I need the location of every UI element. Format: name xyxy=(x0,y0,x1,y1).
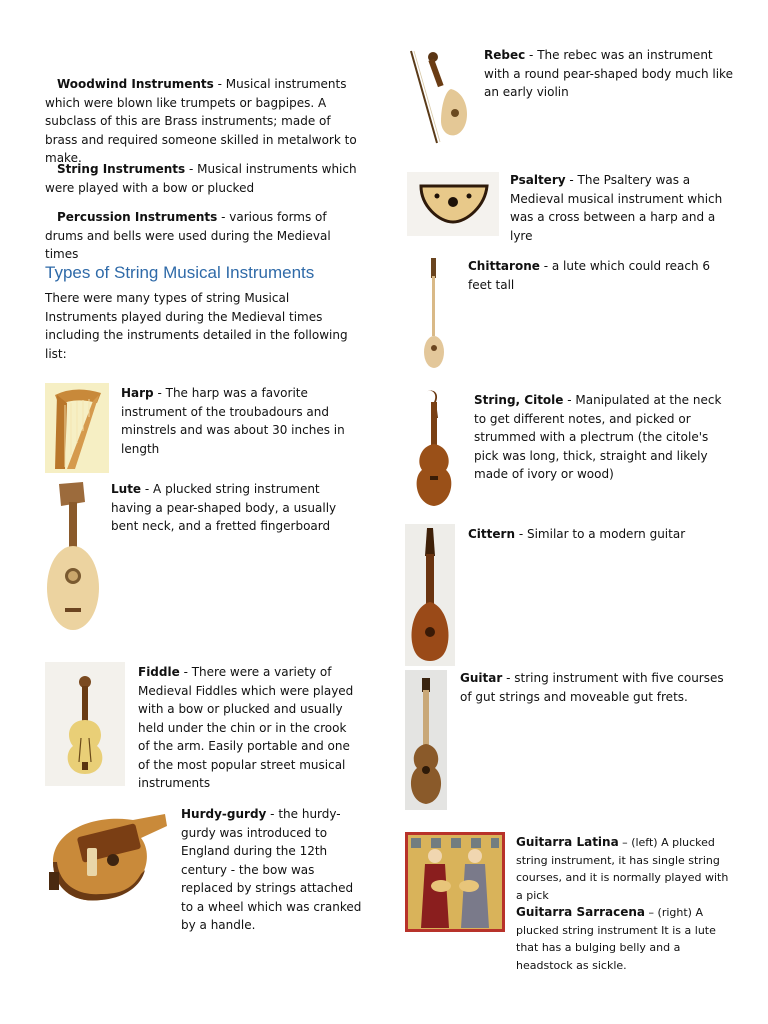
psaltery-image xyxy=(407,172,499,236)
psaltery-entry xyxy=(510,171,725,245)
psaltery-description: The Psaltery was a Medieval musical instrument which was a cross between a harp and a lyre xyxy=(510,173,723,243)
guitarra-sarracena-name: Guitarra Sarracena xyxy=(516,905,646,919)
separator: - xyxy=(563,393,576,407)
chittarone-image xyxy=(418,256,450,370)
lute-name: Lute xyxy=(111,482,142,496)
rebec-image xyxy=(407,45,471,147)
harp-name: Harp xyxy=(121,386,154,400)
fiddle-description: There were a variety of Medieval Fiddles which were played with a bow or plucked and usually held under the chin or in the crook of the arm. Easily portable and one of the most popular street musical instruments xyxy=(138,665,354,790)
guitarra-latina-name: Guitarra Latina xyxy=(516,835,619,849)
woodwind-description: Musical instruments which were blown like trumpets or bagpipes. A subclass of this are Brass instruments; made of brass and required someone skilled in metalwork to make. xyxy=(45,77,357,165)
percussion-paragraph xyxy=(45,208,365,264)
lute-entry xyxy=(111,480,361,536)
separator: – xyxy=(618,836,632,849)
guitarra-sarracena-description: (right) A plucked string instrument It is a lute that has a bulging belly and a headstock as sickle. xyxy=(516,906,716,972)
guitarra-latina-entry xyxy=(516,834,730,904)
harp-description: The harp was a favorite instrument of the troubadours and minstrels and was about 30 inches in length xyxy=(121,386,345,456)
fiddle-entry xyxy=(138,663,360,793)
hurdy-gurdy-image xyxy=(45,800,169,904)
hurdy-gurdy-description: the hurdy-gurdy was introduced to England during the 12th century - the bow was replaced by strings attached to a wheel which was cranked by a handle. xyxy=(181,807,362,932)
lute-image xyxy=(45,480,100,632)
separator: - xyxy=(539,259,552,273)
guitarra-sarracena-entry xyxy=(516,904,730,974)
separator: - xyxy=(141,482,154,496)
percussion-description: various forms of drums and bells were used during the Medieval times xyxy=(45,210,331,261)
separator: - xyxy=(179,665,192,679)
term-string: String Instruments xyxy=(57,162,186,176)
separator: - xyxy=(217,210,230,224)
separator: - xyxy=(213,77,226,91)
cittern-description: Similar to a modern guitar xyxy=(526,527,686,541)
rebec-name: Rebec xyxy=(484,48,526,62)
rebec-entry xyxy=(484,46,734,102)
citole-name: String, Citole xyxy=(474,393,564,407)
chittarone-description: a lute which could reach 6 feet tall xyxy=(468,259,711,292)
section-heading: Types of String Musical Instruments xyxy=(45,263,315,282)
psaltery-name: Psaltery xyxy=(510,173,566,187)
separator: - xyxy=(266,807,279,821)
separator: - xyxy=(185,162,198,176)
section-intro: There were many types of string Musical Instruments played during the Medieval times including the instruments detailed in the following list: xyxy=(45,291,348,361)
guitarra-latina-description: (left) A plucked string instrument, it has single string courses, and it is normally played with a pick xyxy=(516,836,729,902)
harp-entry xyxy=(121,384,361,458)
fiddle-name: Fiddle xyxy=(138,665,180,679)
separator: - xyxy=(525,48,538,62)
hurdy-gurdy-entry xyxy=(181,805,363,935)
guitar-image xyxy=(405,670,447,810)
chittarone-entry xyxy=(468,257,728,294)
guitar-name: Guitar xyxy=(460,671,503,685)
separator: – xyxy=(645,906,658,919)
harp-image xyxy=(45,383,109,473)
separator: - xyxy=(502,671,515,685)
citole-description: Manipulated at the neck to get different notes, and picked or strummed with a plectrum (the citole's pick was long, thick, straight and likely made of ivory or wood) xyxy=(474,393,722,481)
guitar-entry xyxy=(460,669,728,706)
cittern-entry xyxy=(468,525,728,544)
chittarone-name: Chittarone xyxy=(468,259,540,273)
guitar-description: string instrument with five courses of gut strings and moveable gut frets. xyxy=(460,671,724,704)
manuscript-illumination-image xyxy=(405,832,505,932)
separator: - xyxy=(515,527,527,541)
fiddle-image xyxy=(45,662,125,786)
string-paragraph xyxy=(45,160,365,197)
citole-image xyxy=(410,388,458,510)
term-woodwind: Woodwind Instruments xyxy=(57,77,214,91)
citole-entry xyxy=(474,391,728,484)
rebec-description: The rebec was an instrument with a round pear-shaped body much like an early violin xyxy=(484,48,733,99)
cittern-image xyxy=(405,524,455,666)
woodwind-paragraph xyxy=(45,75,365,168)
hurdy-gurdy-name: Hurdy-gurdy xyxy=(181,807,267,821)
string-description: Musical instruments which were played with a bow or plucked xyxy=(45,162,357,195)
separator: - xyxy=(565,173,578,187)
lute-description: A plucked string instrument having a pear-shaped body, a usually bent neck, and a fretted fingerboard xyxy=(111,482,337,533)
term-percussion: Percussion Instruments xyxy=(57,210,218,224)
cittern-name: Cittern xyxy=(468,527,515,541)
separator: - xyxy=(153,386,166,400)
